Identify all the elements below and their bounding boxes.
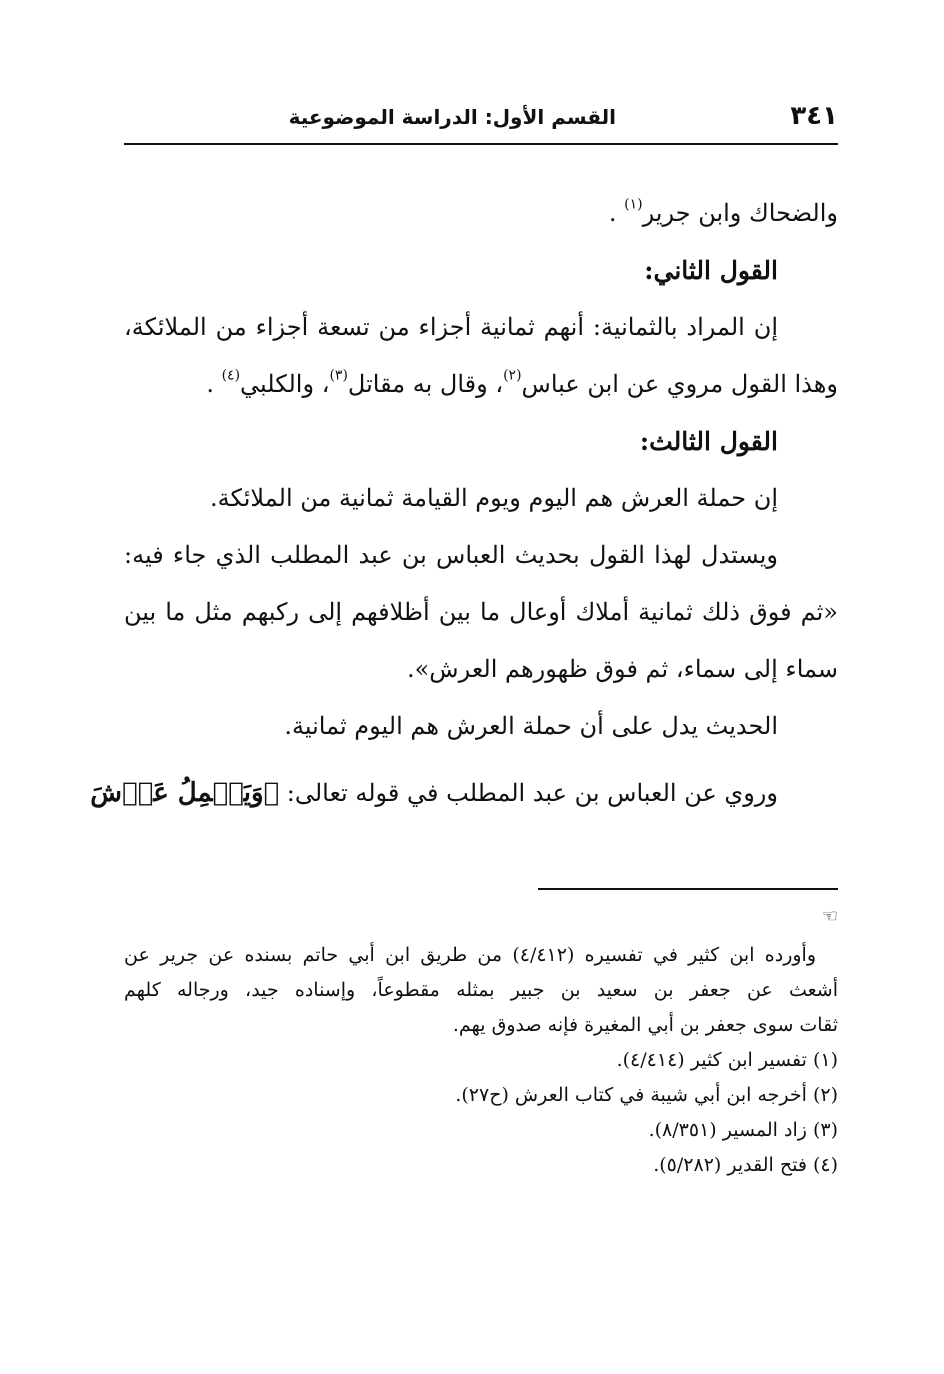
text-line: سماء إلى سماء، ثم فوق ظهورهم العرش». — [406, 655, 838, 683]
text-span: وهذا القول مروي عن ابن عباس — [521, 370, 838, 398]
text-line: إن حملة العرش هم اليوم ويوم القيامة ثمانية من الملائكة. — [210, 484, 778, 512]
text-span: . — [206, 370, 222, 398]
text-line: «ثم فوق ذلك ثمانية أملاك أوعال ما بين أظلافهم إلى ركبهم مثل ما بين — [124, 598, 838, 626]
footnote-line: وأورده ابن كثير في تفسيره (٤/٤١٢) من طريق ابن أبي حاتم بسنده عن جرير عن — [124, 944, 816, 966]
spacer — [124, 755, 838, 765]
quran-verse: ﴿وَيَحۡمِلُ عَرۡشَ — [90, 778, 280, 808]
footnote-ref[interactable]: (٣) — [329, 367, 348, 384]
running-title: القسم الأول: الدراسة الموضوعية — [288, 105, 616, 129]
footnote-line: أشعث عن جعفر بن سعيد بن جبير بمثله مقطوعاً، وإسناده جيد، ورجاله كلهم — [124, 979, 838, 1001]
text-line: الحديث يدل على أن حملة العرش هم اليوم ثمانية. — [284, 712, 778, 740]
header-rule — [124, 143, 838, 145]
footnote-entry: (٢) أخرجه ابن أبي شيبة في كتاب العرش (ح٢٧). — [455, 1084, 838, 1106]
footnote-ref[interactable]: (١) — [624, 196, 643, 213]
page-number: ٣٤١ — [790, 101, 838, 131]
text-span: ، وقال به مقاتل — [347, 370, 504, 398]
text-line — [90, 765, 838, 822]
footnote-line: ثقات سوى جعفر بن أبي المغيرة فإنه صدوق يهم. — [452, 1014, 838, 1036]
text-span: ، والكلبي — [240, 370, 330, 398]
text-span: وروي عن العباس بن عبد المطلب في قوله تعالى: — [279, 779, 778, 807]
footnotes — [124, 938, 838, 1183]
text-line: ويستدل لهذا القول بحديث العباس بن عبد المطلب الذي جاء فيه: — [124, 541, 778, 569]
footnote-ref[interactable]: (٢) — [503, 367, 522, 384]
footnote-entry: (٣) زاد المسير (٨/٣٥١). — [648, 1119, 838, 1141]
footnote-entry: (٤) فتح القدير (٥/٢٨٢). — [653, 1154, 838, 1176]
continuation-icon: ☜ — [821, 906, 838, 927]
text-span: والضحاك وابن جرير — [642, 199, 838, 227]
text-span: . — [608, 199, 625, 227]
footnote-separator — [538, 888, 838, 890]
text-line — [124, 185, 838, 242]
main-text — [90, 185, 838, 822]
section-heading: القول الثالث: — [639, 427, 778, 456]
section-heading: القول الثاني: — [644, 256, 778, 285]
text-line: إن المراد بالثمانية: أنهم ثمانية أجزاء من تسعة أجزاء من الملائكة، — [124, 313, 778, 341]
footnote-entry: (١) تفسير ابن كثير (٤/٤١٤). — [616, 1049, 838, 1071]
text-line — [124, 356, 838, 413]
page-header — [124, 98, 838, 138]
footnote-ref[interactable]: (٤) — [221, 367, 241, 384]
